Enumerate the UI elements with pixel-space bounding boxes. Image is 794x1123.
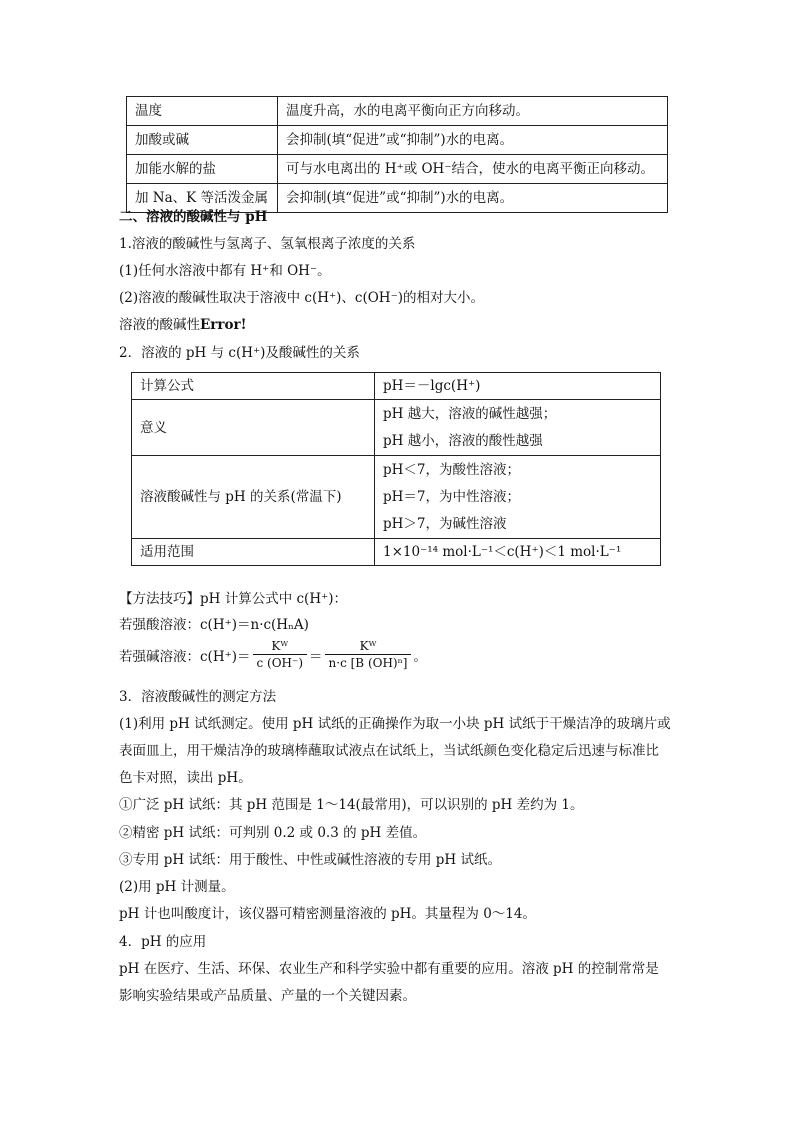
paragraph-line: 表面皿上，用干燥洁净的玻璃棒蘸取试液点在试纸上，当试纸颜色变化稳定后迅速与标准比 [119, 743, 659, 759]
fraction [253, 638, 308, 671]
equals-sign: ＝ [309, 648, 323, 665]
value-cell: 1×10⁻¹⁴ mol·L⁻¹＜c(H⁺)＜1 mol·L⁻¹ [375, 539, 661, 566]
subsection-title: 4．pH 的应用 [119, 934, 207, 950]
paragraph [119, 314, 247, 336]
value-line: pH＞7，为碱性溶液 [383, 515, 507, 532]
error-text: Error! [200, 317, 247, 333]
subsection-title: 2．溶液的 pH 与 c(H⁺)及酸碱性的关系 [119, 345, 360, 361]
paragraph-line: 色卡对照，读出 pH。 [119, 770, 252, 786]
value-cell: pH＝－lgc(H⁺) [375, 373, 661, 400]
factor-cell: 加能水解的盐 [127, 155, 278, 184]
factor-cell: 加 Na、K 等活泼金属 [127, 184, 278, 213]
list-item: ③专用 pH 试纸：用于酸性、中性或碱性溶液的专用 pH 试纸。 [119, 852, 501, 868]
ph-relation-table [131, 372, 661, 566]
table-row [132, 456, 661, 539]
list-item: ②精密 pH 试纸：可判别 0.2 或 0.3 的 pH 差值。 [119, 825, 427, 841]
fraction-numerator: Kᵂ [253, 638, 308, 655]
label-cell: 溶液酸碱性与 pH 的关系(常温下) [132, 456, 375, 539]
value-line: pH 越大，溶液的碱性越强； [383, 405, 557, 422]
label-cell: 意义 [132, 400, 375, 456]
paragraph-text: 溶液的酸碱性 [119, 317, 200, 333]
factor-cell: 加酸或碱 [127, 126, 278, 155]
fraction-denominator: n·c [B (OH)ⁿ] [328, 656, 408, 670]
subsection-title: 3．溶液酸碱性的测定方法 [119, 689, 277, 705]
value-line: pH＜7，为酸性溶液； [383, 461, 521, 478]
formula-end: 。 [413, 648, 427, 665]
paragraph: (2)溶液的酸碱性取决于溶液中 c(H⁺)、c(OH⁻)的相对大小。 [119, 290, 484, 306]
paragraph: (1)任何水溶液中都有 H⁺和 OH⁻。 [119, 263, 331, 279]
label-cell: 计算公式 [132, 373, 375, 400]
paragraph-line: 影响实验结果或产品质量、产量的一个关键因素。 [119, 988, 416, 1004]
value-cell [375, 400, 661, 456]
effect-cell: 会抑制(填“促进”或“抑制”)水的电离。 [278, 126, 668, 155]
table-row [132, 373, 661, 400]
value-line: pH 越小，溶液的酸性越强 [383, 432, 543, 449]
list-item: ①广泛 pH 试纸：其 pH 范围是 1～14(最常用)，可以识别的 pH 差约为 1。 [119, 797, 584, 813]
table-row [132, 539, 661, 566]
table-row [127, 155, 668, 184]
tips-title: 【方法技巧】pH 计算公式中 c(H⁺)： [119, 591, 347, 607]
table-row [127, 97, 668, 126]
paragraph-line: pH 在医疗、生活、环保、农业生产和科学实验中都有重要的应用。溶液 pH 的控制常常是 [119, 961, 659, 977]
fraction-numerator: Kᵂ [325, 638, 412, 655]
formula-acid: 若强酸溶液：c(H⁺)＝n·c(HₙA) [119, 617, 309, 633]
paragraph: pH 计也叫酸度计，该仪器可精密测量溶液的 pH。其量程为 0～14。 [119, 906, 536, 922]
section-heading: 二、溶液的酸碱性与 pH [119, 209, 268, 225]
table-row [132, 400, 661, 456]
effect-cell: 会抑制(填“促进”或“抑制”)水的电离。 [278, 184, 668, 213]
value-cell [375, 456, 661, 539]
effect-cell: 可与水电离出的 H⁺或 OH⁻结合，使水的电离平衡正向移动。 [278, 155, 668, 184]
formula-base [119, 638, 427, 671]
paragraph: (2)用 pH 计测量。 [119, 879, 235, 895]
subsection-title: 1.溶液的酸碱性与氢离子、氢氧根离子浓度的关系 [119, 236, 416, 252]
label-cell: 适用范围 [132, 539, 375, 566]
value-line: pH＝7，为中性溶液； [383, 488, 521, 505]
water-ionization-factors-table [126, 96, 668, 213]
table-row [127, 126, 668, 155]
paragraph-line: (1)利用 pH 试纸测定。使用 pH 试纸的正确操作为取一小块 pH 试纸于干燥洁净的玻璃片或 [119, 716, 671, 732]
formula-prefix: 若强碱溶液：c(H⁺)＝ [119, 648, 251, 665]
effect-cell: 温度升高，水的电离平衡向正方向移动。 [278, 97, 668, 126]
fraction [325, 638, 412, 671]
fraction-denominator: c (OH⁻) [256, 656, 304, 670]
factor-cell: 温度 [127, 97, 278, 126]
